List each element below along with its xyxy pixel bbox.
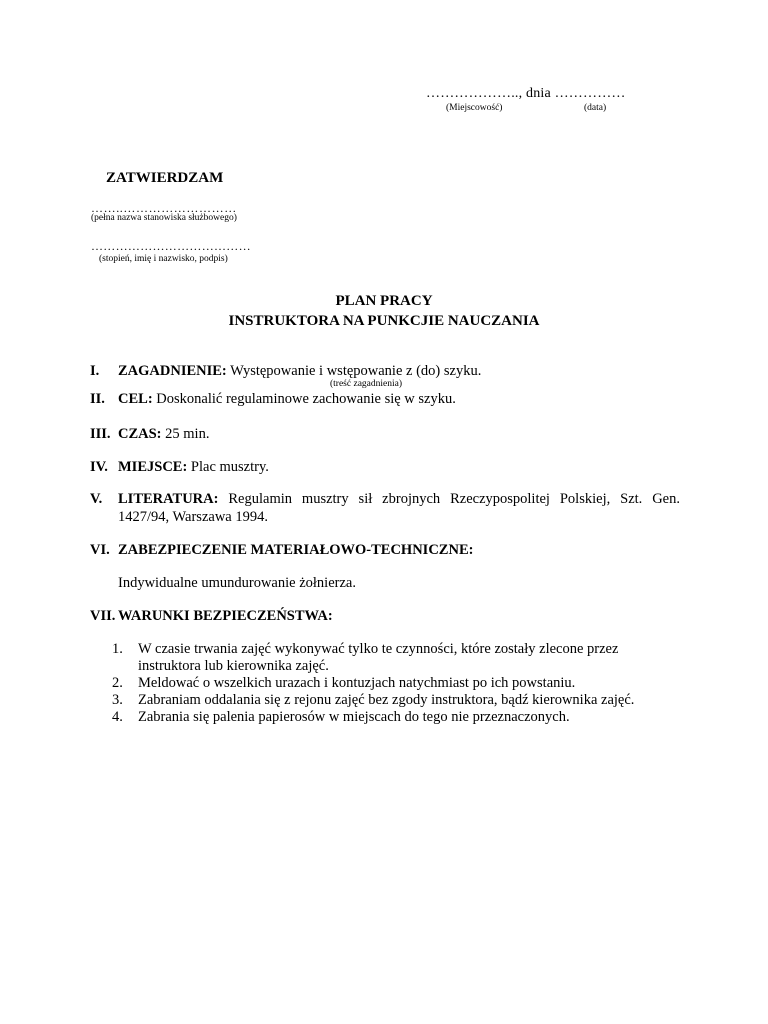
list-item-number: 4. — [112, 709, 123, 725]
list-item-text: Zabrania się palenia papierosów w miejscach do tego nie przeznaczonych. — [138, 709, 570, 725]
position-line: ……..……………………… — [91, 201, 237, 215]
place-label: (Miejscowość) — [446, 103, 503, 113]
section-numeral: VI. — [90, 542, 110, 558]
section-text: Doskonalić regulaminowe zachowanie się w szyku. — [152, 391, 456, 407]
document-title: PLAN PRACY — [335, 293, 433, 309]
section-text: Występowanie i wstępowanie z (do) szyku. — [226, 363, 482, 379]
signature-label: (stopień, imię i nazwisko, podpis) — [99, 254, 228, 264]
section-numeral: IV. — [90, 459, 108, 475]
approval-title: ZATWIERDZAM — [106, 170, 224, 186]
position-label: (pełna nazwa stanowiska służbowego) — [91, 213, 237, 223]
place-date-line: ……………….., dnia …………… — [426, 86, 626, 101]
date-label: (data) — [584, 103, 607, 113]
section-numeral: I. — [90, 363, 100, 379]
section-label: CEL: — [118, 391, 153, 407]
section-text: Regulamin musztry sił zbrojnych Rzeczypospolitej Polskiej, Szt. Gen. 1427/94, Warszawa 1994. — [118, 491, 680, 525]
list-item-text: Zabraniam oddalania się z rejonu zajęć bez zgody instruktora, bądź kierownika zajęć. — [138, 692, 635, 708]
list-item-number: 2. — [112, 675, 123, 691]
equipment-text: Indywidualne umundurowanie żołnierza. — [118, 575, 356, 591]
section-numeral: VII. — [90, 608, 116, 624]
section-numeral: III. — [90, 426, 111, 442]
section-label: LITERATURA: — [118, 491, 219, 507]
section-label: ZABEZPIECZENIE MATERIAŁOWO-TECHNICZNE: — [118, 542, 474, 558]
section-label: WARUNKI BEZPIECZEŃSTWA: — [118, 608, 333, 624]
section-label: MIEJSCE: — [118, 459, 188, 475]
section-text: Plac musztry. — [187, 459, 269, 475]
signature-line: ………………………………… — [91, 239, 251, 253]
list-item-number: 3. — [112, 692, 123, 708]
topic-sublabel: (treść zagadnienia) — [330, 379, 402, 389]
section-numeral: II. — [90, 391, 105, 407]
section-label: CZAS: — [118, 426, 162, 442]
document-subtitle: INSTRUKTORA NA PUNKCJIE NAUCZANIA — [228, 313, 540, 329]
section-numeral: V. — [90, 491, 103, 507]
list-item-text: W czasie trwania zajęć wykonywać tylko te czynności, które zostały zlecone przez instruktora lub kierownika zajęć. — [138, 641, 619, 674]
section-text: 25 min. — [161, 426, 210, 442]
section-label: ZAGADNIENIE: — [118, 363, 227, 379]
list-item-text: Meldować o wszelkich urazach i kontuzjach natychmiast po ich powstaniu. — [138, 675, 576, 691]
list-item-number: 1. — [112, 641, 123, 657]
